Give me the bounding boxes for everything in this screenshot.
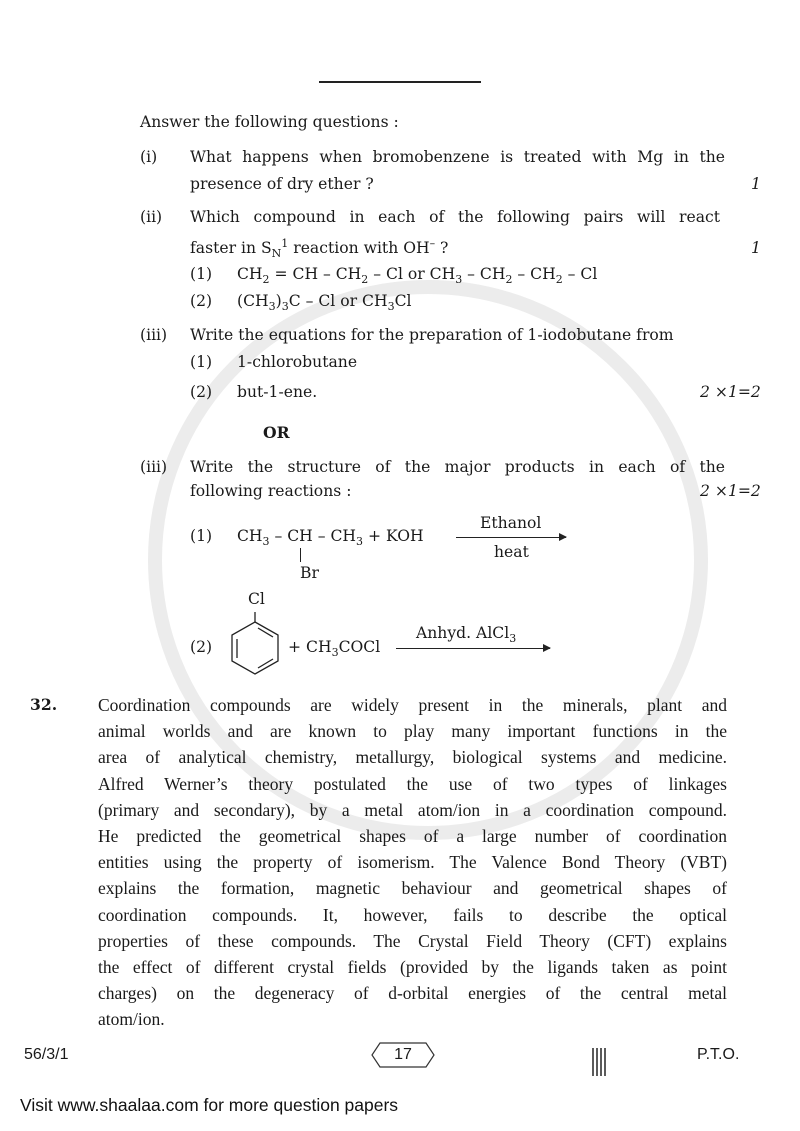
formula: $(CH_3)_3C$ – Cl or $CH_3Cl$ bbox=[237, 292, 412, 314]
passage-line: properties of these compounds. The Crystal Field Theory (CFT) explains bbox=[98, 930, 727, 951]
passage-line: entities using the property of isomerism. The Valence Bond Theory (VBT) bbox=[98, 852, 727, 873]
passage-line: He predicted the geometrical shapes of a large number of coordination bbox=[98, 825, 727, 846]
question-text: Write the structure of the major products in each of the bbox=[190, 458, 725, 476]
item-num: (1) bbox=[190, 353, 213, 371]
passage bbox=[98, 692, 727, 1032]
q-num: (i) bbox=[140, 148, 158, 166]
passage-line: the effect of different crystal fields (provided by the ligands taken as point bbox=[98, 956, 727, 977]
marks: 1 bbox=[751, 239, 761, 257]
q-num: (ii) bbox=[140, 208, 163, 226]
reaction-arrow bbox=[456, 537, 566, 538]
question-text: Write the equations for the preparation of 1-iodobutane from bbox=[190, 326, 674, 344]
q-num: (iii) bbox=[140, 326, 168, 344]
q-num: 32. bbox=[30, 695, 58, 714]
qr-code-icon bbox=[592, 1048, 608, 1076]
question-text: following reactions : bbox=[190, 482, 352, 500]
marks: 1 bbox=[751, 175, 761, 193]
reagent-below: heat bbox=[494, 543, 529, 561]
marks: 2 ×1=2 bbox=[700, 383, 761, 401]
or-separator: OR bbox=[263, 423, 290, 442]
pto-label: P.T.O. bbox=[697, 1046, 740, 1063]
passage-line: animal worlds and are known to play many important functions in the bbox=[98, 721, 727, 742]
passage-line: explains the formation, magnetic behaviour and geometrical shapes of bbox=[98, 878, 727, 899]
reaction-arrow bbox=[396, 648, 550, 649]
question-text: presence of dry ether ? bbox=[190, 175, 374, 193]
substituent: Cl bbox=[248, 590, 265, 608]
passage-line: (primary and secondary), by a metal atom/ion in a coordination compound. bbox=[98, 799, 727, 820]
bond-line bbox=[300, 548, 301, 562]
passage-line: charges) on the degeneracy of d-orbital energies of the central metal bbox=[98, 983, 727, 1004]
reagent-above: Anhyd. AlCl$_3$ bbox=[416, 624, 517, 646]
item-num: (2) bbox=[190, 383, 213, 401]
item-text: but-1-ene. bbox=[237, 383, 318, 401]
substituent: Br bbox=[300, 564, 319, 582]
q-num: (iii) bbox=[140, 458, 168, 476]
formula: $CH_3$ – CH – $CH_3$ + KOH bbox=[237, 527, 424, 549]
passage-line: atom/ion. bbox=[98, 1009, 165, 1030]
passage-line: Alfred Werner’s theory postulated the use of two types of linkages bbox=[98, 773, 727, 794]
item-num: (1) bbox=[190, 265, 213, 283]
item-num: (2) bbox=[190, 292, 213, 310]
passage-line: Coordination compounds are widely present in the minerals, plant and bbox=[98, 695, 727, 715]
visit-link[interactable]: Visit www.shaalaa.com for more question papers bbox=[20, 1095, 399, 1115]
item-text: 1-chlorobutane bbox=[237, 353, 358, 371]
reagent-above: Ethanol bbox=[480, 514, 542, 532]
page-number: 17 bbox=[394, 1046, 412, 1063]
intro: Answer the following questions : bbox=[140, 113, 399, 131]
marks: 2 ×1=2 bbox=[700, 482, 761, 500]
passage-line: coordination compounds. It, however, fails to describe the optical bbox=[98, 904, 727, 925]
passage-line: area of analytical chemistry, metallurgy, biological systems and medicine. bbox=[98, 747, 727, 768]
question-text: faster in $S_N^1$ reaction with OH– ? bbox=[190, 236, 449, 261]
question-text: What happens when bromobenzene is treated with Mg in the bbox=[190, 148, 725, 166]
paper-code: 56/3/1 bbox=[24, 1046, 69, 1063]
top-rule bbox=[319, 81, 481, 83]
question-text: Which compound in each of the following pairs will react bbox=[190, 208, 720, 226]
formula: $CH_2$ = CH – $CH_2$ – Cl or $CH_3 - CH_2 - CH_2$ – Cl bbox=[237, 265, 598, 287]
benzene-ring-icon bbox=[225, 610, 285, 676]
formula: + $CH_3COCl$ bbox=[288, 638, 381, 660]
item-num: (2) bbox=[190, 638, 213, 656]
item-num: (1) bbox=[190, 527, 213, 545]
